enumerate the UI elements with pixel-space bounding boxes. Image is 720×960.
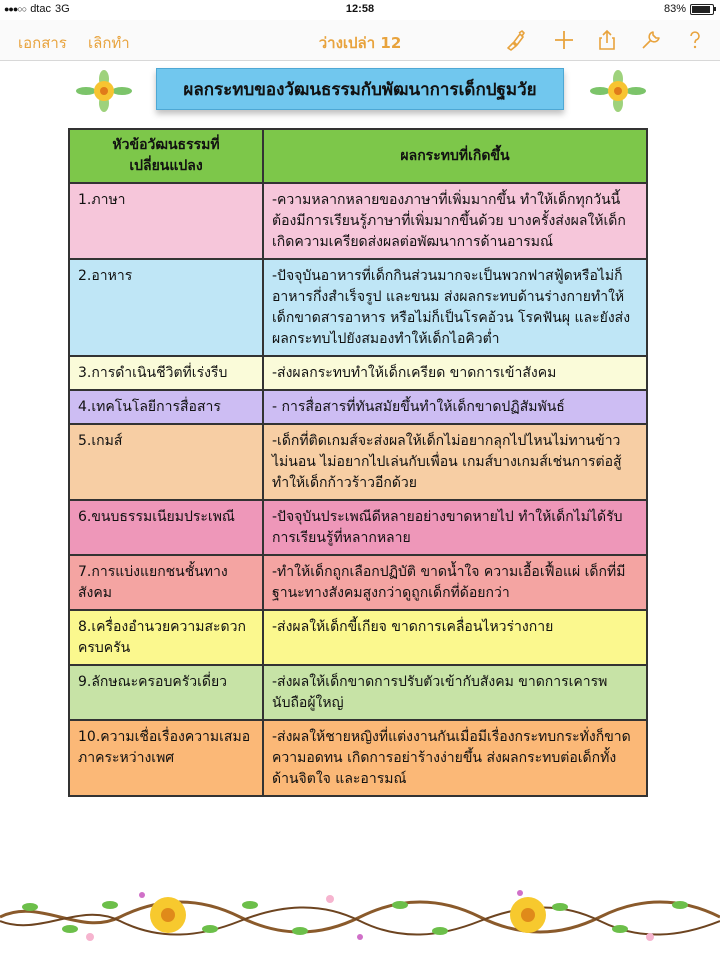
table-row [69, 610, 647, 665]
effect-cell: -ทำให้เด็กถูกเลือกปฏิบัติ ขาดน้ำใจ ความเอื้อเฟื้อแผ่ เด็กที่มีฐานะทางสังคมสูงกว่าดูถูกเด็กที่ด้อยกว่า [263, 555, 647, 610]
table-row [69, 424, 647, 500]
effect-cell: -ปัจจุบันอาหารที่เด็กกินส่วนมากจะเป็นพวกฟาสฟู้ดหรือไม่ก็อาหารกึ่งสำเร็จรูป และขนม ส่งผลกระทบด้านร่างกายทำให้เด็กขาดสารอาหาร หรือไม่ก็เป็นโรคอ้วน โรคฟันผุ และยังส่งผลกระทบไปยังสมองทำให้เด็กไอคิวต่ำ [263, 259, 647, 356]
document-canvas [0, 61, 720, 960]
effect-cell: -ความหลากหลายของภาษาที่เพิ่มมากขึ้น ทำให้เด็กทุกวันนี้ต้องมีการเรียนรู้ภาษาที่เพิ่มมากขึ้นด้วย บางครั้งส่งผลให้เด็กเกิดความเครียดส่งผลต่อพัฒนาการด้านอารมณ์ [263, 183, 647, 259]
status-bar [0, 0, 720, 20]
battery-icon [690, 4, 714, 15]
clock: 12:58 [345, 3, 375, 15]
flower-decoration-right [588, 69, 648, 113]
table-header-row [69, 129, 647, 183]
table-row [69, 500, 647, 555]
signal-icon: ●●●○○ [4, 4, 27, 14]
help-icon[interactable] [684, 29, 706, 51]
topic-cell: 2.อาหาร [69, 259, 263, 356]
vine-border-decoration [0, 877, 720, 957]
network-type: 3G [54, 3, 70, 15]
flower-decoration-left [74, 69, 134, 113]
undo-button[interactable]: เลิกทำ [88, 34, 130, 52]
table-row [69, 183, 647, 259]
battery-info [664, 3, 714, 15]
effect-cell: -ส่งผลให้เด็กขี้เกียจ ขาดการเคลื่อนไหวร่างกาย [263, 610, 647, 665]
effect-cell: - การสื่อสารที่ทันสมัยขึ้นทำให้เด็กขาดปฏิสัมพันธ์ [263, 390, 647, 424]
topic-cell: 1.ภาษา [69, 183, 263, 259]
effect-cell: -ปัจจุบันประเพณีดีหลายอย่างขาดหายไป ทำให้เด็กไม่ได้รับการเรียนรู้ที่หลากหลาย [263, 500, 647, 555]
document-title[interactable]: ว่างเปล่า 12 [318, 34, 402, 52]
carrier-name: dtac [30, 3, 51, 15]
share-icon[interactable] [596, 29, 618, 51]
table-row [69, 356, 647, 390]
effect-cell: -ส่งผลให้ชายหญิงที่แต่งงานกันเมื่อมีเรื่องกระทบกระทั่งก็ขาดความอดทน เกิดการอย่าร้างง่ายขึ้น ส่งผลกระทบต่อเด็กทั้งด้านจิตใจ และอารมณ์ [263, 720, 647, 796]
effect-cell: -เด็กที่ติดเกมส์จะส่งผลให้เด็กไม่อยากลุกไปไหนไม่ทานข้าว ไม่นอน ไม่อยากไปเล่นกับเพื่อน เกมส์บางเกมส์เช่นการต่อสู้ทำให้เด็กก้าวร้าวอีกด้วย [263, 424, 647, 500]
effect-cell: -ส่งผลให้เด็กขาดการปรับตัวเข้ากับสังคม ขาดการเคารพนับถือผู้ใหญ่ [263, 665, 647, 720]
topic-cell: 10.ความเชื่อเรื่องความเสมอภาคระหว่างเพศ [69, 720, 263, 796]
add-icon[interactable] [553, 29, 575, 51]
documents-button[interactable]: เอกสาร [18, 34, 67, 52]
effect-cell: -ส่งผลกระทบทำให้เด็กเครียด ขาดการเข้าสังคม [263, 356, 647, 390]
header-topic: หัวข้อวัฒนธรรมที่เปลี่ยนแปลง [69, 129, 263, 183]
culture-effects-table [68, 128, 648, 797]
topic-cell: 7.การแบ่งแยกชนชั้นทางสังคม [69, 555, 263, 610]
wrench-icon[interactable] [640, 29, 662, 51]
table-row [69, 720, 647, 796]
topic-cell: 3.การดำเนินชีวิตที่เร่งรีบ [69, 356, 263, 390]
battery-percent: 83% [663, 3, 686, 15]
brush-icon[interactable] [504, 29, 526, 51]
topic-cell: 5.เกมส์ [69, 424, 263, 500]
topic-cell: 4.เทคโนโลยีการสื่อสาร [69, 390, 263, 424]
header-effect: ผลกระทบที่เกิดขึ้น [263, 129, 647, 183]
table-row [69, 555, 647, 610]
document-heading: ผลกระทบของวัฒนธรรมกับพัฒนาการเด็กปฐมวัย [156, 68, 564, 110]
table-row [69, 259, 647, 356]
topic-cell: 6.ขนบธรรมเนียมประเพณี [69, 500, 263, 555]
app-toolbar [0, 20, 720, 61]
table-row [69, 665, 647, 720]
topic-cell: 8.เครื่องอำนวยความสะดวกครบครัน [69, 610, 263, 665]
table-row [69, 390, 647, 424]
topic-cell: 9.ลักษณะครอบครัวเดี่ยว [69, 665, 263, 720]
